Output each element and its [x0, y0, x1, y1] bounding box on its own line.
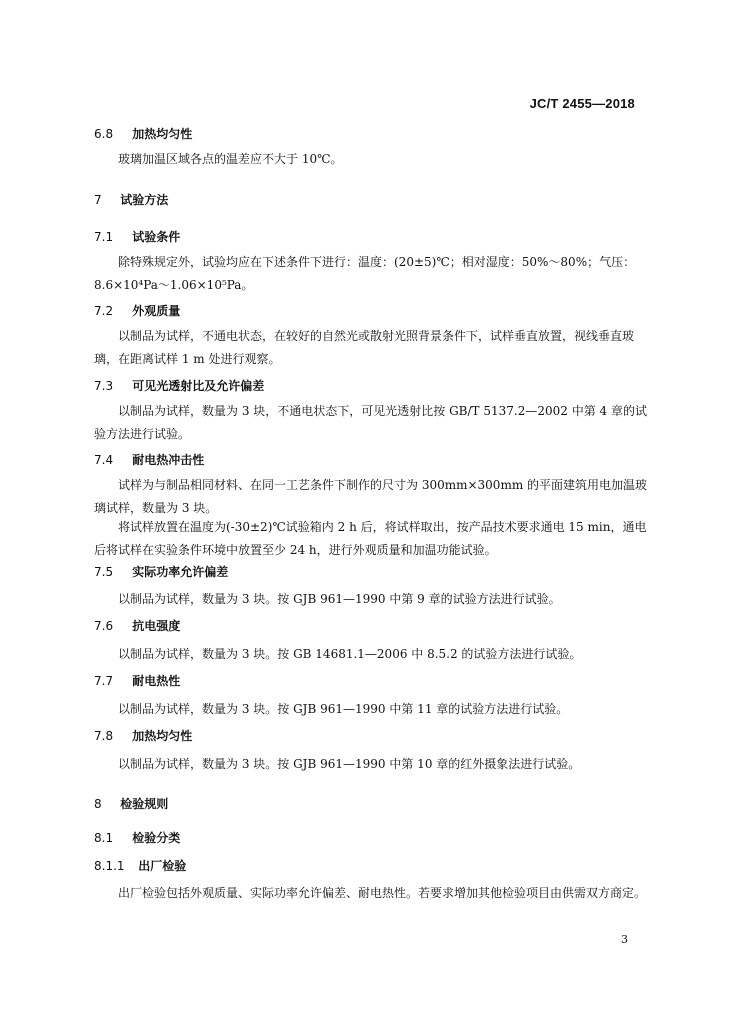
section-number: 7.5 — [94, 565, 114, 579]
paragraph: 玻璃加温区域各点的温差应不大于 10℃。 — [118, 152, 343, 166]
section-title: 外观质量 — [132, 304, 181, 318]
section-number: 7.7 — [94, 674, 114, 688]
section-title: 耐电热冲击性 — [132, 453, 205, 467]
section-title: 抗电强度 — [132, 619, 181, 633]
section-number: 6.8 — [94, 127, 114, 141]
section-number: 7.4 — [94, 453, 114, 467]
section-title: 可见光透射比及允许偏差 — [132, 379, 265, 393]
section-title: 加热均匀性 — [132, 127, 193, 141]
paragraph: 以制品为试样，不通电状态，在较好的自然光或散射光照背景条件下，试样垂直放置，视线垂直玻璃，在距离试样 1 m 处进行观察。 — [94, 329, 635, 366]
section-heading-8 — [94, 795, 168, 812]
section-number: 7 — [94, 193, 102, 207]
paragraph: 以制品为试样，数量为 3 块，不通电状态下，可见光透射比按 GB/T 5137.2—2002 中第 4 章的试验方法进行试验。 — [94, 404, 647, 441]
section-heading-7-5 — [94, 563, 228, 580]
section-title: 实际功率允许偏差 — [132, 565, 229, 579]
section-heading-7-1 — [94, 228, 180, 245]
section-heading-8-1-1 — [94, 857, 186, 874]
section-number: 7.1 — [94, 230, 114, 244]
section-number: 8.1 — [94, 831, 114, 845]
paragraph: 将试样放置在温度为(-30±2)℃试验箱内 2 h 后，将试样取出，按产品技术要求通电 15 min，通电后将试样在实验条件环境中放置至少 24 h，进行外观质量和加温功能试验。 — [94, 520, 647, 557]
paragraph: 以制品为试样，数量为 3 块。按 GJB 961—1990 中第 11 章的试验方法进行试验。 — [118, 702, 569, 716]
section-heading-7-2 — [94, 302, 180, 319]
section-heading-7 — [94, 191, 168, 208]
paragraph: 以制品为试样，数量为 3 块。按 GJB 961—1990 中第 10 章的红外摄象法进行试验。 — [118, 757, 581, 771]
paragraph: 试样为与制品相同材料、在同一工艺条件下制作的尺寸为 300mm×300mm 的平面建筑用电加温玻璃试样，数量为 3 块。 — [94, 478, 648, 515]
section-number: 7.6 — [94, 619, 114, 633]
section-heading-7-3 — [94, 377, 264, 394]
section-number: 7.2 — [94, 304, 114, 318]
document-code: JC/T 2455—2018 — [529, 96, 635, 111]
paragraph: 除特殊规定外，试验均应在下述条件下进行：温度：(20±5)℃；相对湿度：50%～80%；气压：8.6×10⁴Pa～1.06×10⁵Pa。 — [94, 255, 636, 292]
section-number: 8.1.1 — [94, 859, 125, 873]
section-title: 检验分类 — [132, 831, 181, 845]
section-number: 7.8 — [94, 729, 114, 743]
section-title: 加热均匀性 — [132, 729, 193, 743]
paragraph: 出厂检验包括外观质量、实际功率允许偏差、耐电热性。若要求增加其他检验项目由供需双方商定。 — [118, 886, 647, 900]
section-title: 检验规则 — [120, 797, 169, 811]
section-heading-7-8 — [94, 727, 192, 744]
section-heading-7-7 — [94, 672, 180, 689]
section-title: 试验方法 — [120, 193, 169, 207]
section-heading-7-4 — [94, 451, 204, 468]
paragraph: 以制品为试样，数量为 3 块。按 GB 14681.1—2006 中 8.5.2 的试验方法进行试验。 — [118, 647, 582, 661]
section-heading-6-8 — [94, 125, 192, 142]
section-title: 出厂检验 — [138, 859, 187, 873]
section-heading-7-6 — [94, 617, 180, 634]
paragraph: 以制品为试样，数量为 3 块。按 GJB 961—1990 中第 9 章的试验方法进行试验。 — [118, 592, 561, 606]
section-number: 8 — [94, 797, 102, 811]
page-number: 3 — [621, 933, 628, 946]
section-title: 试验条件 — [132, 230, 181, 244]
section-number: 7.3 — [94, 379, 114, 393]
section-heading-8-1 — [94, 829, 180, 846]
section-title: 耐电热性 — [132, 674, 181, 688]
